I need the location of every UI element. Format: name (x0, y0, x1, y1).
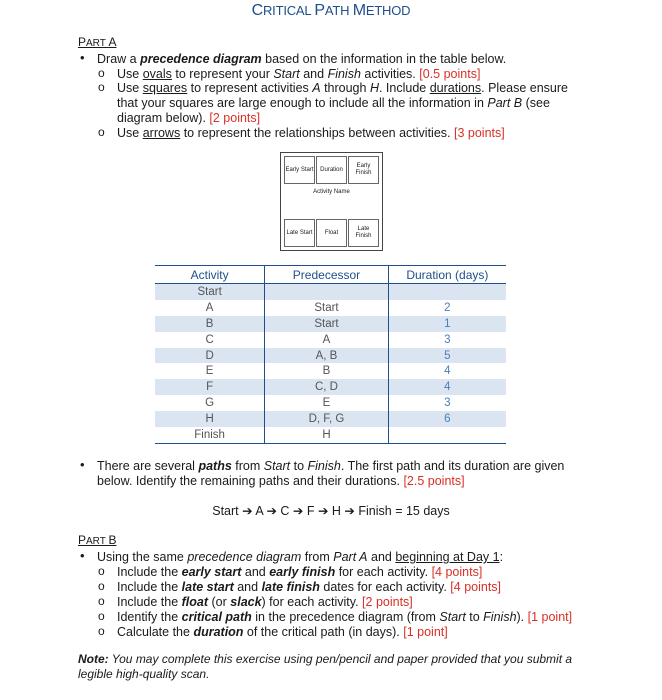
duration-cell: Duration (316, 156, 347, 184)
column-header: Predecessor (265, 266, 388, 284)
part-b-sub-4: Identify the critical path in the precedence diagram (from Start to Finish). [1 point] (117, 610, 573, 624)
table-row (155, 284, 506, 300)
part-b-sub-3: Include the float (or slack) for each activity. [2 points] (117, 595, 413, 609)
sub-bullet-icon: o (98, 125, 105, 139)
part-b-instruction: Using the same precedence diagram from Part A and beginning at Day 1: (97, 550, 504, 564)
activity-cell: G (155, 395, 265, 411)
sub-bullet-icon: o (98, 80, 105, 94)
table-row (155, 332, 506, 348)
activity-node-diagram (280, 152, 383, 251)
bullet-icon: • (80, 50, 85, 65)
part-b-sub-1: Include the early start and early finish for each activity. [4 points] (117, 565, 483, 579)
predecessor-cell: D, F, G (265, 411, 388, 427)
part-b-sub-2: Include the late start and late finish dates for each activity. [4 points] (117, 580, 502, 594)
late-start-cell: Late Start (284, 219, 315, 247)
duration-cell: 5 (388, 348, 506, 364)
part-a-sub-3: Use arrows to represent the relationships between activities. [3 points] (117, 126, 505, 140)
activity-cell: F (155, 379, 265, 395)
duration-cell: 6 (388, 411, 506, 427)
duration-cell: 4 (444, 365, 451, 378)
activity-cell: C (155, 332, 265, 348)
activity-cell: D (155, 348, 265, 364)
predecessor-cell: C, D (265, 379, 388, 395)
duration-cell (388, 284, 506, 300)
activity-table (155, 265, 506, 444)
float-cell: Float (316, 219, 347, 247)
paths-instruction: There are several paths from Start to Finish. The first path and its duration are given below. Identify the remaining paths and their durations. [2.5 points] (97, 459, 565, 488)
activity-cell: Start (155, 284, 265, 300)
sub-bullet-icon: o (98, 579, 105, 593)
early-start-cell: Early Start (284, 156, 315, 184)
part-a-sub-1: Use ovals to represent your Start and Finish activities. [0.5 points] (117, 67, 481, 81)
activity-cell: H (155, 411, 265, 427)
predecessor-cell: Start (265, 316, 388, 332)
duration-cell (388, 427, 506, 443)
bullet-icon: • (80, 457, 85, 472)
predecessor-cell (265, 284, 388, 300)
duration-cell: 3 (444, 333, 451, 346)
page-title: CRITICAL PATH METHOD (251, 2, 411, 19)
table-row (155, 379, 506, 395)
predecessor-cell: H (265, 427, 388, 443)
sub-bullet-icon: o (98, 624, 105, 638)
column-header: Activity (155, 266, 265, 284)
table-row (155, 395, 506, 411)
early-finish-cell: Early Finish (348, 156, 379, 184)
sub-bullet-icon: o (98, 594, 105, 608)
bullet-icon: • (80, 548, 85, 563)
table-row (155, 363, 506, 379)
duration-cell: 3 (444, 397, 451, 410)
duration-cell: 4 (388, 379, 506, 395)
duration-cell: 2 (444, 301, 451, 314)
activity-cell: B (155, 316, 265, 332)
duration-cell: 1 (388, 316, 506, 332)
table-header-row (155, 266, 506, 284)
predecessor-cell: E (265, 395, 388, 411)
predecessor-cell: A, B (265, 348, 388, 364)
predecessor-cell: A (265, 332, 388, 348)
part-b-sub-5: Calculate the duration of the critical path (in days). [1 point] (117, 625, 448, 639)
sub-bullet-icon: o (98, 66, 105, 80)
table-row (155, 300, 506, 316)
activity-name-label: Activity Name (313, 189, 350, 195)
note: Note: You may complete this exercise using pen/pencil and paper provided that you submit a legible high-quality scan. (78, 652, 573, 681)
predecessor-cell: B (265, 363, 388, 379)
column-header: Duration (days) (388, 266, 506, 284)
part-a-instruction: Draw a precedence diagram based on the information in the table below. (97, 52, 507, 66)
table-row (155, 411, 506, 427)
activity-cell: E (155, 363, 265, 379)
predecessor-cell: Start (265, 300, 388, 316)
activity-cell: A (155, 300, 265, 316)
activity-cell: Finish (155, 427, 265, 443)
part-a-sub-2: Use squares to represent activities A through H. Include durations. Please ensure that your squares are large enough to include all the information in Part B (see diagram below). [2 points] (117, 81, 568, 125)
example-path: Start ➔ A ➔ C ➔ F ➔ H ➔ Finish = 15 days (212, 504, 450, 518)
table-row (155, 316, 506, 332)
table-row (155, 348, 506, 364)
late-finish-cell: Late Finish (348, 219, 379, 247)
sub-bullet-icon: o (98, 564, 105, 578)
part-b-heading: PART B (78, 533, 117, 547)
sub-bullet-icon: o (98, 609, 105, 623)
table-row (155, 427, 506, 443)
part-a-heading: PART A (78, 35, 117, 49)
